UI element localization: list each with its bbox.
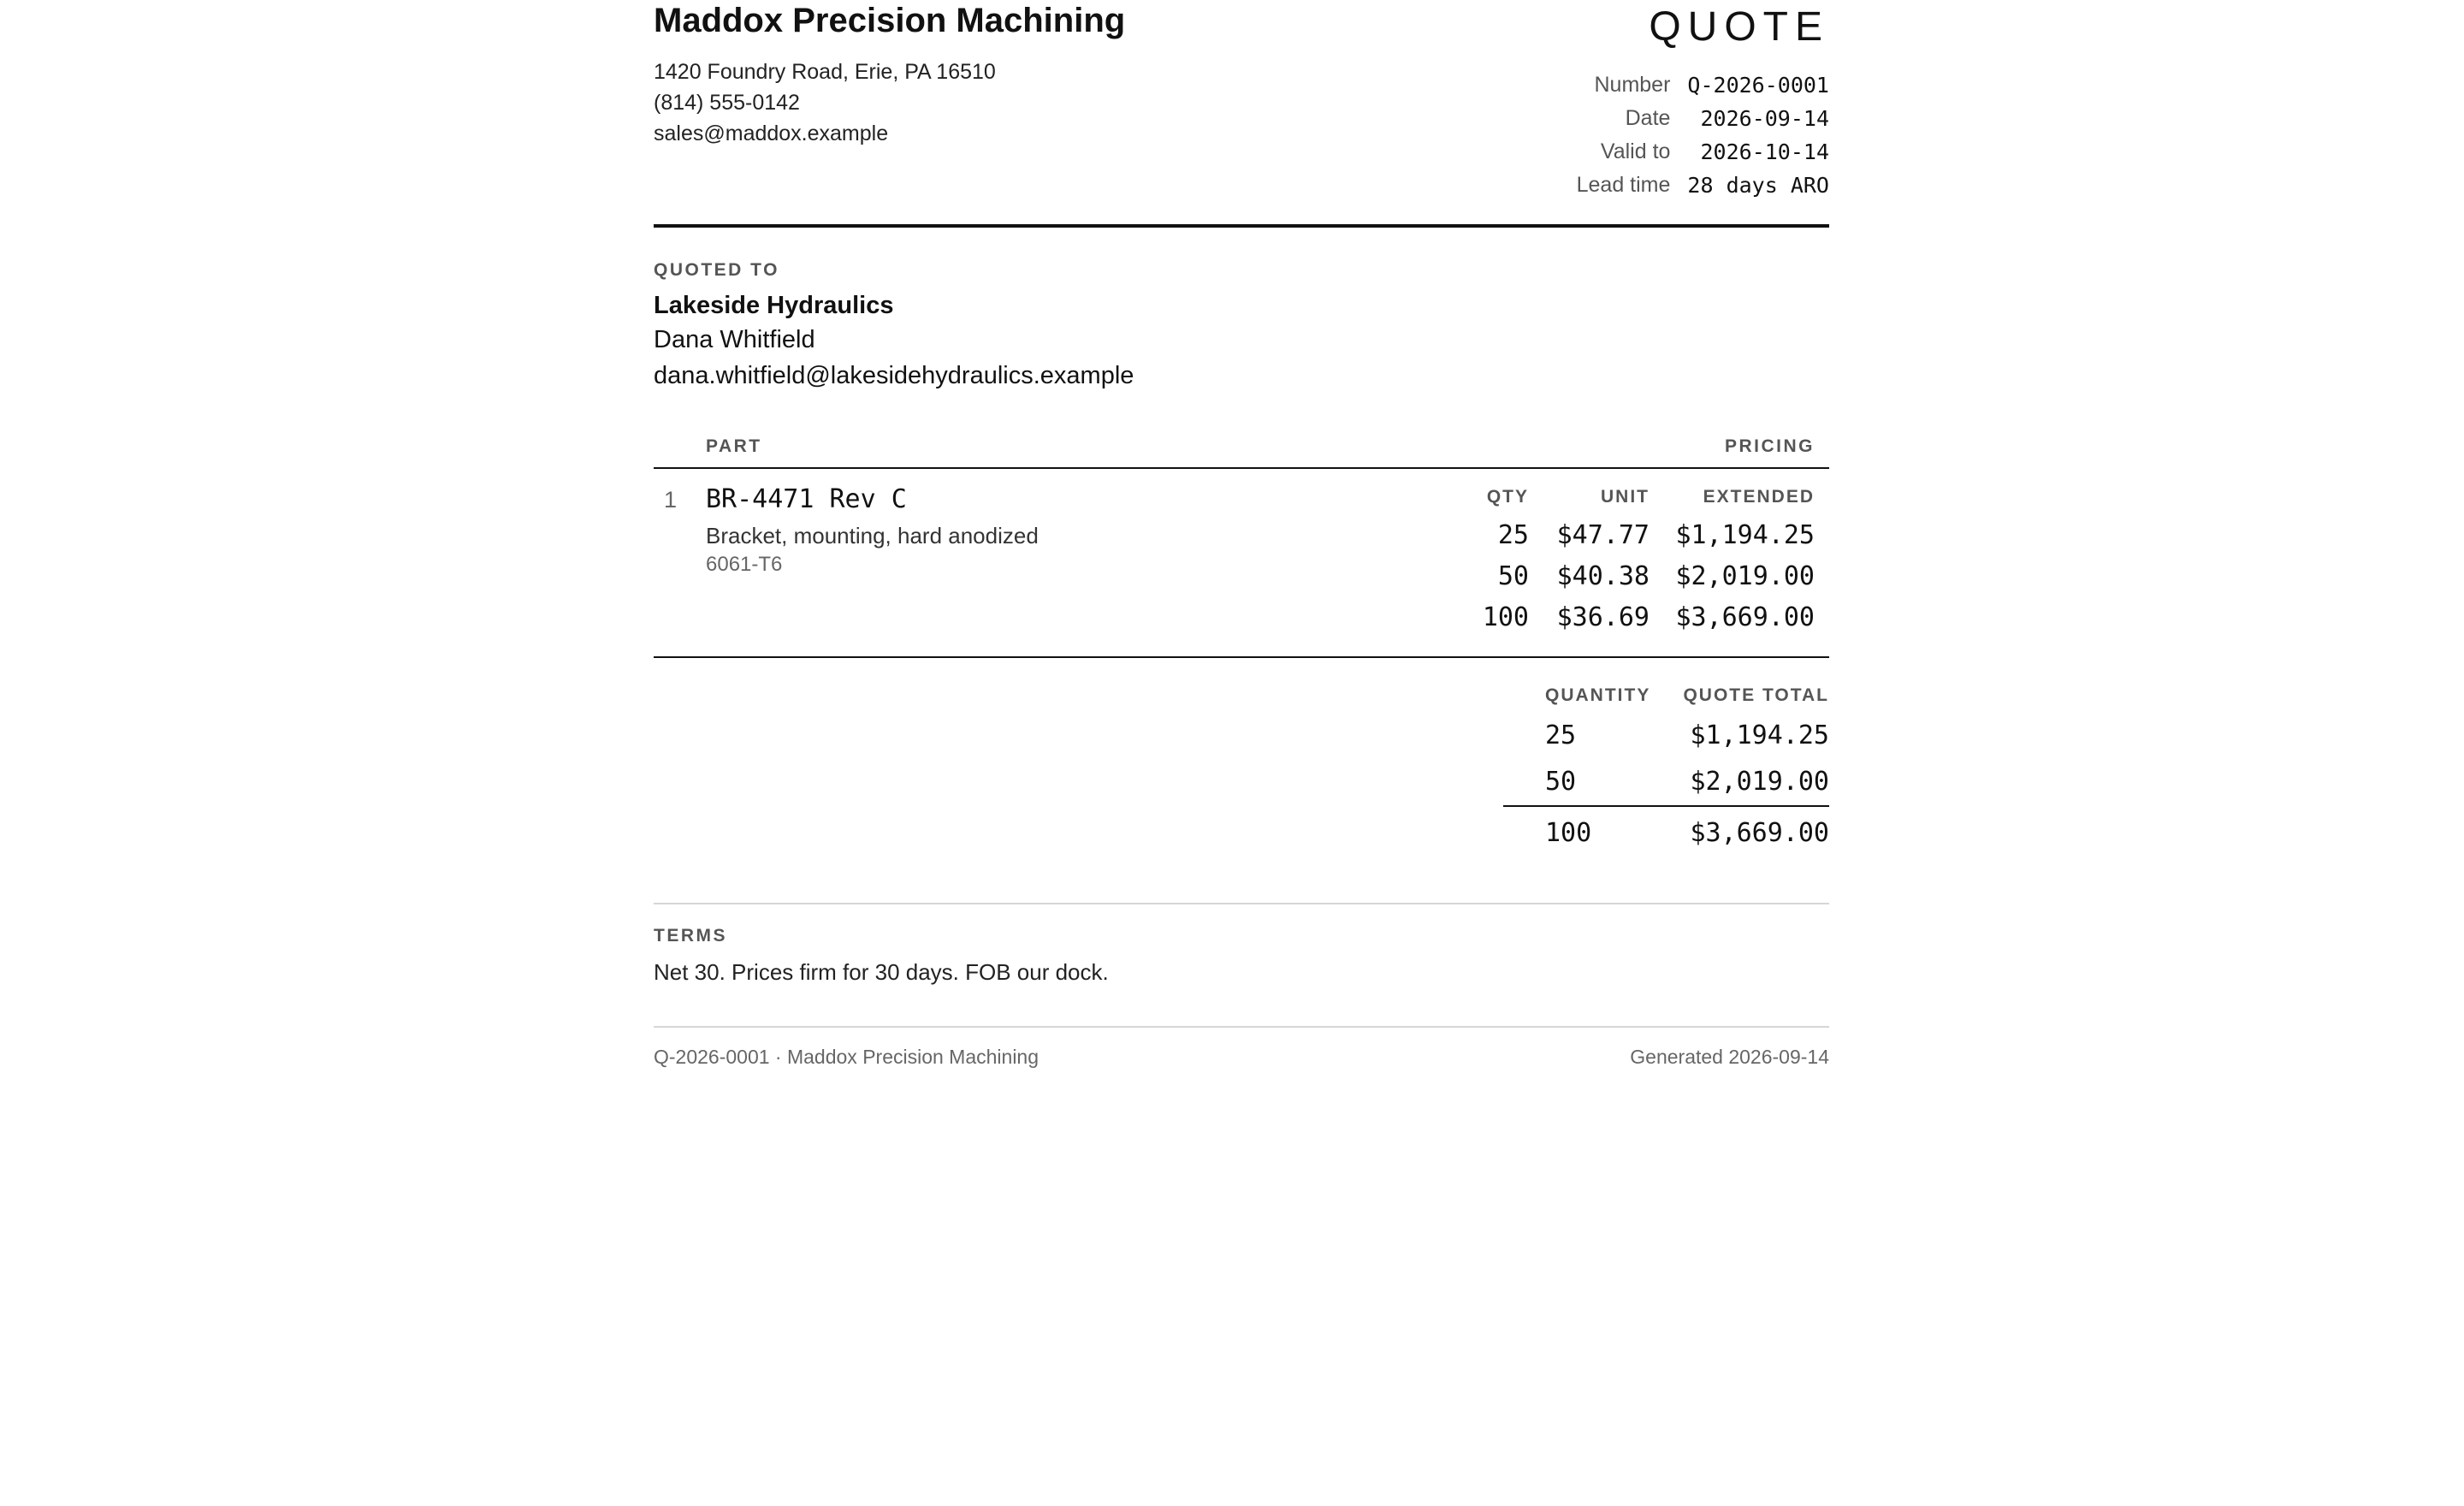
part-material: 6061-T6 [706,553,783,576]
footer-right: Generated 2026-09-14 [1630,1046,1829,1068]
quote-meta-table [1577,68,1829,202]
break-unit-price: $40.38 [1556,561,1650,591]
terms-divider [654,903,1829,904]
qty-subheader: QTY [1486,487,1529,507]
customer-email: dana.whitfield@lakesidehydraulics.example [654,362,1134,389]
quantity-header: QUANTITY [1545,685,1651,705]
company-email: sales@maddox.example [654,122,889,145]
meta-row [1577,135,1829,169]
break-extended-price: $1,194.25 [1675,520,1815,550]
extended-subheader: EXTENDED [1703,487,1815,507]
meta-row [1577,68,1829,102]
table-bottom-divider [654,656,1829,658]
meta-row [1577,169,1829,202]
customer-contact: Dana Whitfield [654,326,815,353]
unit-subheader: UNIT [1601,487,1650,507]
break-qty: 100 [1482,602,1529,632]
break-extended-price: $2,019.00 [1675,561,1815,591]
meta-value: 2026-10-14 [1700,139,1829,164]
break-extended-price: $3,669.00 [1675,602,1815,632]
line-item-index: 1 [664,487,678,513]
pricing-column-header: PRICING [1724,436,1815,456]
part-number: BR-4471 Rev C [706,484,907,514]
break-unit-price: $47.77 [1556,520,1650,550]
meta-value: Q-2026-0001 [1687,73,1829,98]
break-qty: 50 [1497,561,1529,591]
total-amount: $1,194.25 [1690,720,1829,750]
footer-left: Q-2026-0001 · Maddox Precision Machining [654,1046,1040,1068]
break-unit-price: $36.69 [1556,602,1650,632]
table-header-divider [654,467,1829,469]
quote-total-header: QUOTE TOTAL [1683,685,1829,705]
total-qty: 25 [1545,720,1577,750]
totals-divider [1503,805,1829,807]
total-qty: 100 [1545,818,1592,848]
terms-text: Net 30. Prices firm for 30 days. FOB our dock. [654,959,1109,985]
header-divider [654,224,1829,228]
meta-label: Date [1625,106,1671,130]
total-amount: $3,669.00 [1690,818,1829,848]
meta-label: Number [1594,73,1671,97]
part-column-header: PART [706,436,762,456]
quote-meta [1577,68,1829,202]
total-qty: 50 [1545,767,1577,797]
customer-company: Lakeside Hydraulics [654,292,894,319]
document-title: QUOTE [1649,4,1829,50]
terms-heading: TERMS [654,926,727,946]
quoted-to-heading: QUOTED TO [654,260,779,280]
meta-row [1577,102,1829,135]
meta-label: Valid to [1600,139,1671,163]
footer-divider [654,1026,1829,1028]
break-qty: 25 [1497,520,1529,550]
company-phone: (814) 555-0142 [654,91,800,115]
company-name: Maddox Precision Machining [654,2,1126,39]
part-description: Bracket, mounting, hard anodized [706,523,1039,548]
total-amount: $2,019.00 [1690,767,1829,797]
company-address: 1420 Foundry Road, Erie, PA 16510 [654,60,996,84]
meta-label: Lead time [1576,173,1671,197]
meta-value: 28 days ARO [1687,173,1829,198]
meta-value: 2026-09-14 [1700,106,1829,131]
